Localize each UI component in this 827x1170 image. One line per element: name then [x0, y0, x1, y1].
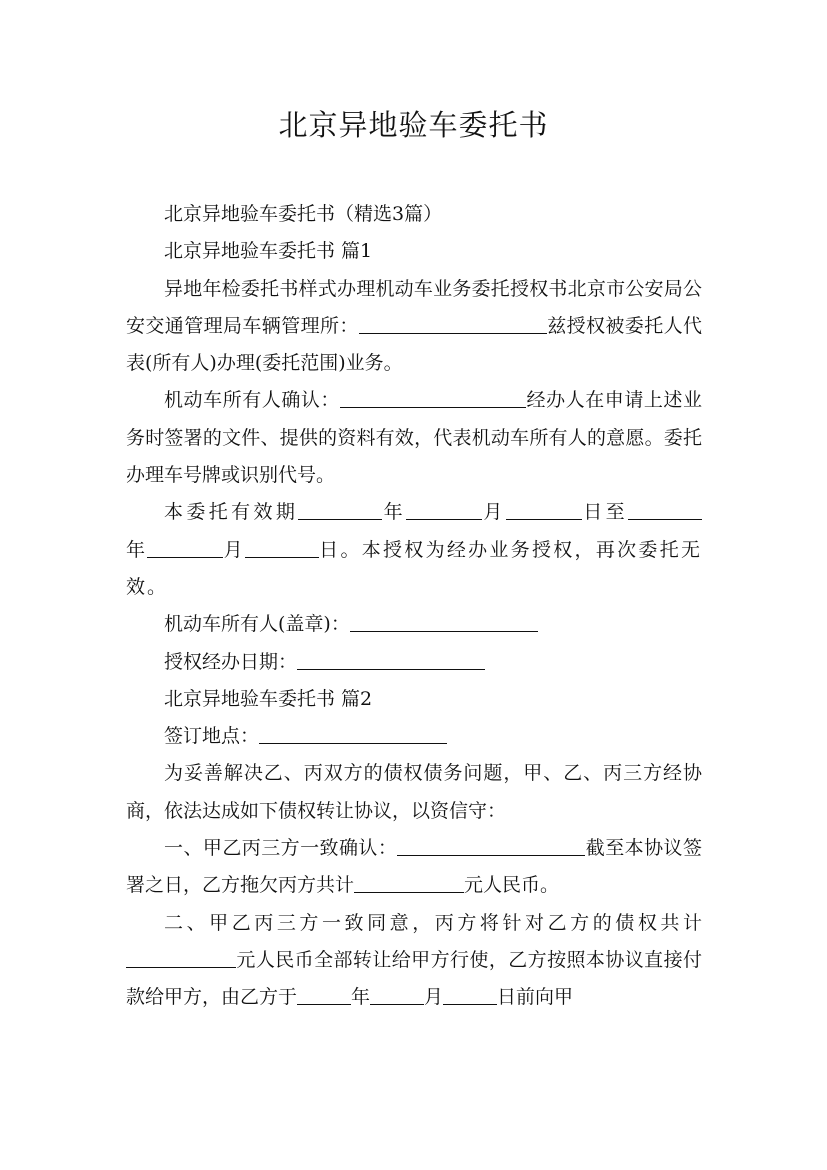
- blank-line: [298, 500, 382, 520]
- text-segment: 截至本协议签署之日，乙方拖欠丙方共计: [126, 837, 702, 897]
- blank-line: [147, 538, 223, 558]
- blank-line: [350, 612, 538, 632]
- text-segment: 月: [424, 986, 444, 1009]
- text-segment: 年: [351, 986, 371, 1009]
- blank-line: [443, 985, 497, 1005]
- blank-line: [628, 500, 702, 520]
- blank-line: [354, 873, 464, 893]
- text-segment: 日至: [581, 501, 628, 524]
- text-segment: 经办人在申请上述业务时签署的文件、提供的资料有效，代表机动车所有人的意愿。委托办理车号牌或识别代号。: [126, 389, 702, 487]
- text-segment: 授权经办日期：: [164, 650, 298, 673]
- blank-line: [406, 500, 482, 520]
- paragraph-collection-title: 北京异地验车委托书（精选3篇）: [164, 203, 443, 225]
- paragraph-authorization-date: [126, 644, 702, 681]
- blank-line: [297, 650, 485, 670]
- text-segment: 本委托有效期: [164, 501, 299, 524]
- paragraph-section-1-heading: 北京异地验车委托书 篇1: [164, 240, 373, 263]
- text-segment: 日前向甲: [497, 986, 574, 1009]
- paragraph-authorization-intro: [126, 271, 702, 383]
- text-segment: 月: [482, 501, 506, 524]
- paragraph-signing-place: [126, 718, 702, 755]
- paragraph-agreement-intro: 为妥善解决乙、丙双方的债权债务问题，甲、乙、丙三方经协商，依法达成如下债权转让协议，以资信守：: [126, 762, 702, 822]
- paragraph-validity-period: [126, 494, 702, 606]
- text-segment: 元人民币全部转让给甲方行使，乙方按照本协议直接付款给甲方，由乙方于: [126, 948, 702, 1009]
- blank-line: [370, 985, 424, 1005]
- text-segment: 异地年检委托书样式办理机动车业务委托授权书北京市公安局公安交通管理局车辆管理所：: [126, 277, 702, 337]
- text-segment: 元人民币。: [464, 874, 560, 897]
- text-segment: 日。本授权为经办业务授权，再次委托无效。: [126, 538, 702, 598]
- blank-line: [506, 500, 582, 520]
- text-segment: 年: [126, 538, 148, 561]
- paragraph-clause-1: [126, 830, 702, 905]
- blank-line: [297, 985, 351, 1005]
- blank-line: [340, 388, 526, 408]
- text-segment: 年: [382, 501, 407, 524]
- paragraph-owner-seal: [126, 606, 702, 643]
- text-segment: 兹授权被委托人代表(所有人)办理(委托范围)业务。: [126, 314, 702, 375]
- paragraph-clause-2: [126, 905, 702, 1017]
- text-segment: 签订地点：: [164, 725, 260, 748]
- text-segment: 机动车所有人(盖章)：: [164, 613, 350, 636]
- document-title: 北京异地验车委托书: [278, 108, 549, 142]
- blank-line: [259, 724, 447, 744]
- document-body: [126, 196, 702, 1017]
- text-segment: 机动车所有人确认：: [164, 389, 340, 412]
- paragraph-section-2-heading: 北京异地验车委托书 篇2: [164, 687, 373, 710]
- blank-line: [397, 836, 585, 856]
- blank-line: [245, 538, 319, 558]
- blank-line: [126, 948, 236, 968]
- text-segment: 月: [223, 538, 245, 561]
- blank-line: [359, 314, 547, 334]
- paragraph-owner-confirm: [126, 382, 702, 494]
- text-segment: 一、甲乙丙三方一致确认：: [164, 837, 398, 860]
- text-segment: 二、甲乙丙三方一致同意，丙方将针对乙方的债权共计: [164, 911, 702, 934]
